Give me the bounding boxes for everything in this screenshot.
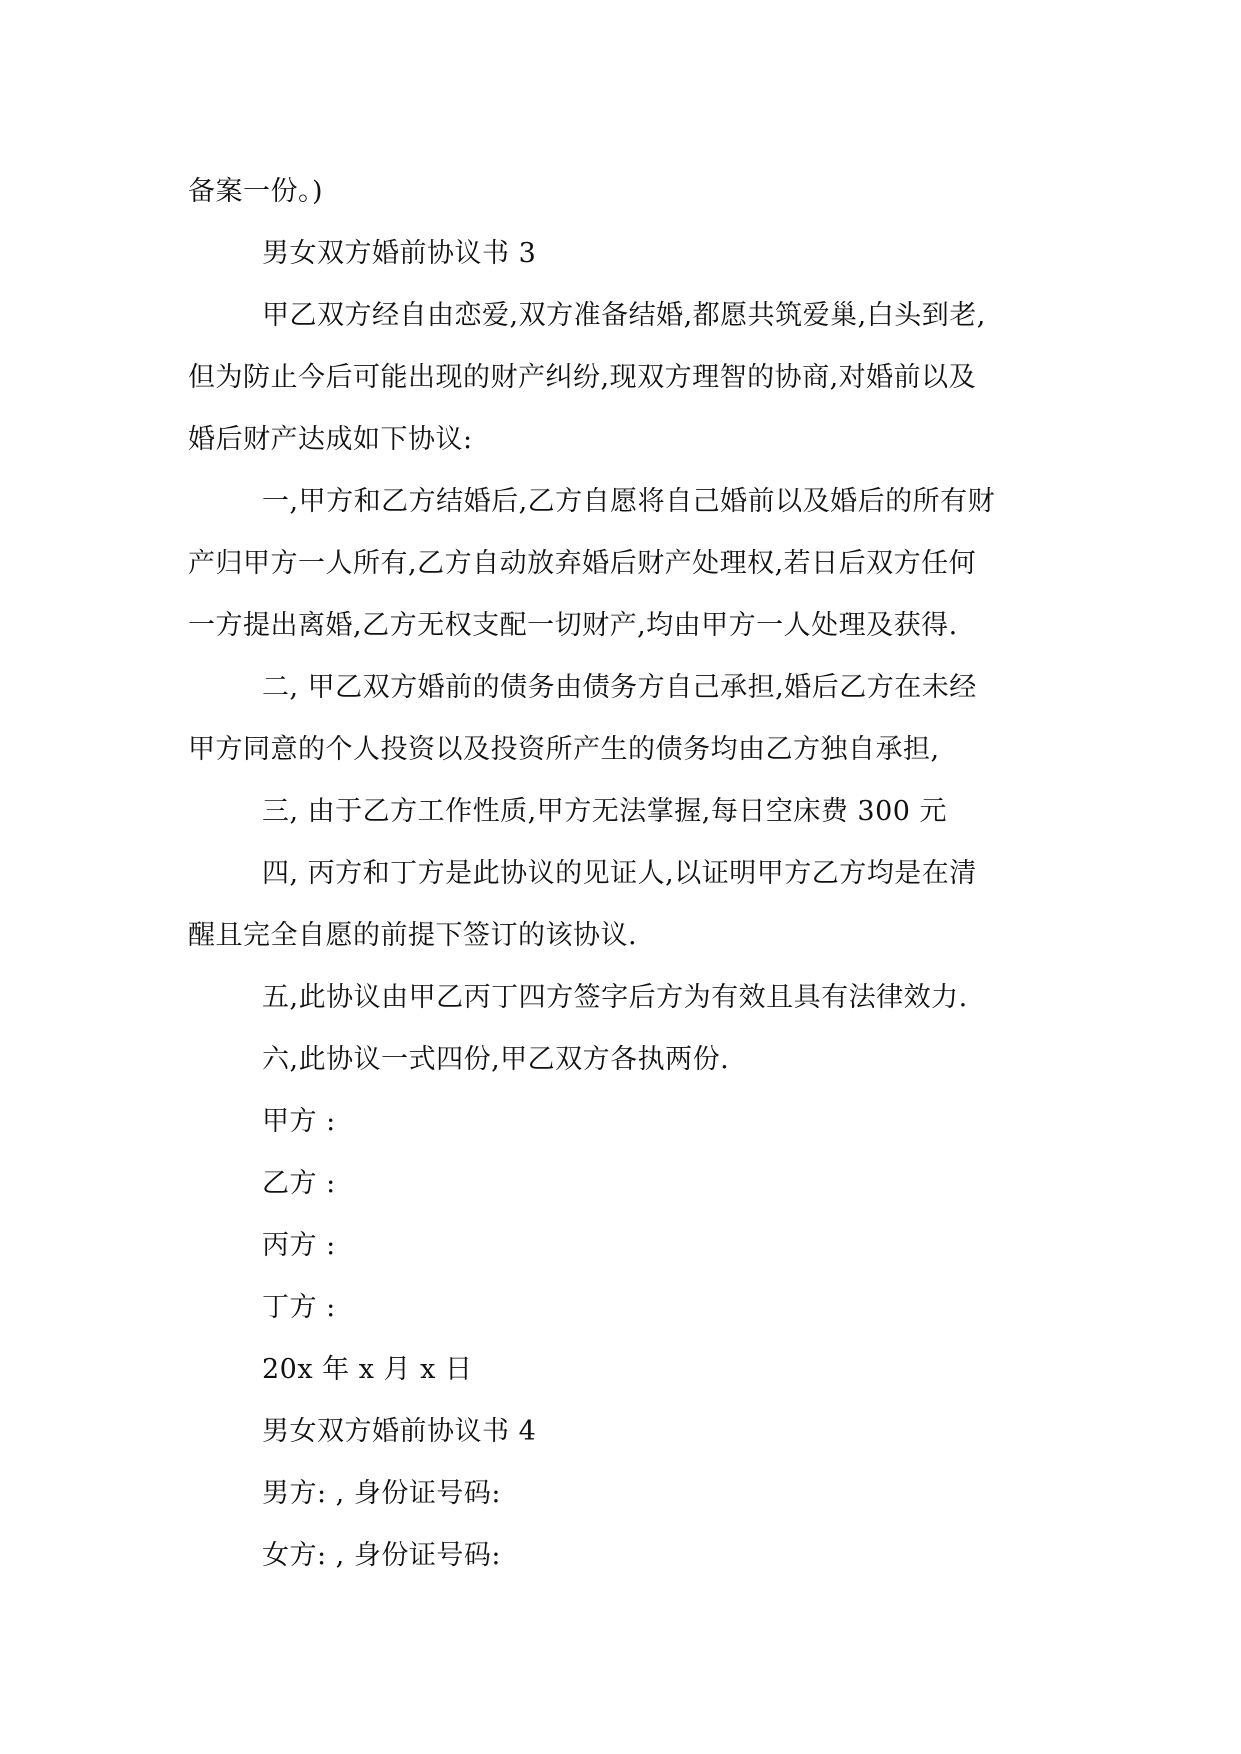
date-line: 20x 年 x 月 x 日 (262, 1354, 473, 1385)
text-line: 六,此协议一式四份,甲乙双方各执两份. (262, 1044, 730, 1075)
signature-label-party-c: 丙方 : (262, 1230, 336, 1261)
text-line: 三, 由于乙方工作性质,甲方无法掌握,每日空床费 300 元 (262, 796, 948, 827)
text-line: 婚后财产达成如下协议: (188, 424, 473, 455)
text-line: 一,甲方和乙方结婚后,乙方自愿将自己婚前以及婚后的所有财 (262, 486, 996, 517)
text-line: 甲乙双方经自由恋爱,双方准备结婚,都愿共筑爱巢,白头到老, (262, 300, 986, 331)
signature-label-party-a: 甲方 : (262, 1106, 336, 1137)
text-line: 一方提出离婚,乙方无权支配一切财产,均由甲方一人处理及获得. (188, 610, 958, 641)
section-heading: 男女双方婚前协议书 3 (262, 238, 537, 269)
text-line: 但为防止今后可能出现的财产纠纷,现双方理智的协商,对婚前以及 (188, 362, 977, 393)
text-line: 产归甲方一人所有,乙方自动放弃婚后财产处理权,若日后双方任何 (188, 548, 977, 579)
text-line: 二, 甲乙双方婚前的债务由债务方自己承担,婚后乙方在未经 (262, 672, 977, 703)
text-line: 备案一份。) (188, 176, 324, 207)
female-id-line: 女方: , 身份证号码: (262, 1540, 501, 1571)
text-line: 五,此协议由甲乙丙丁四方签字后方为有效且具有法律效力. (262, 982, 968, 1013)
section-heading: 男女双方婚前协议书 4 (262, 1416, 537, 1447)
text-line: 醒且完全自愿的前提下签订的该协议. (188, 920, 638, 951)
text-line: 四, 丙方和丁方是此协议的见证人,以证明甲方乙方均是在清 (262, 858, 977, 889)
text-line: 甲方同意的个人投资以及投资所产生的债务均由乙方独自承担, (188, 734, 940, 765)
signature-label-party-d: 丁方 : (262, 1292, 336, 1323)
signature-label-party-b: 乙方 : (262, 1168, 336, 1199)
male-id-line: 男方: , 身份证号码: (262, 1478, 501, 1509)
